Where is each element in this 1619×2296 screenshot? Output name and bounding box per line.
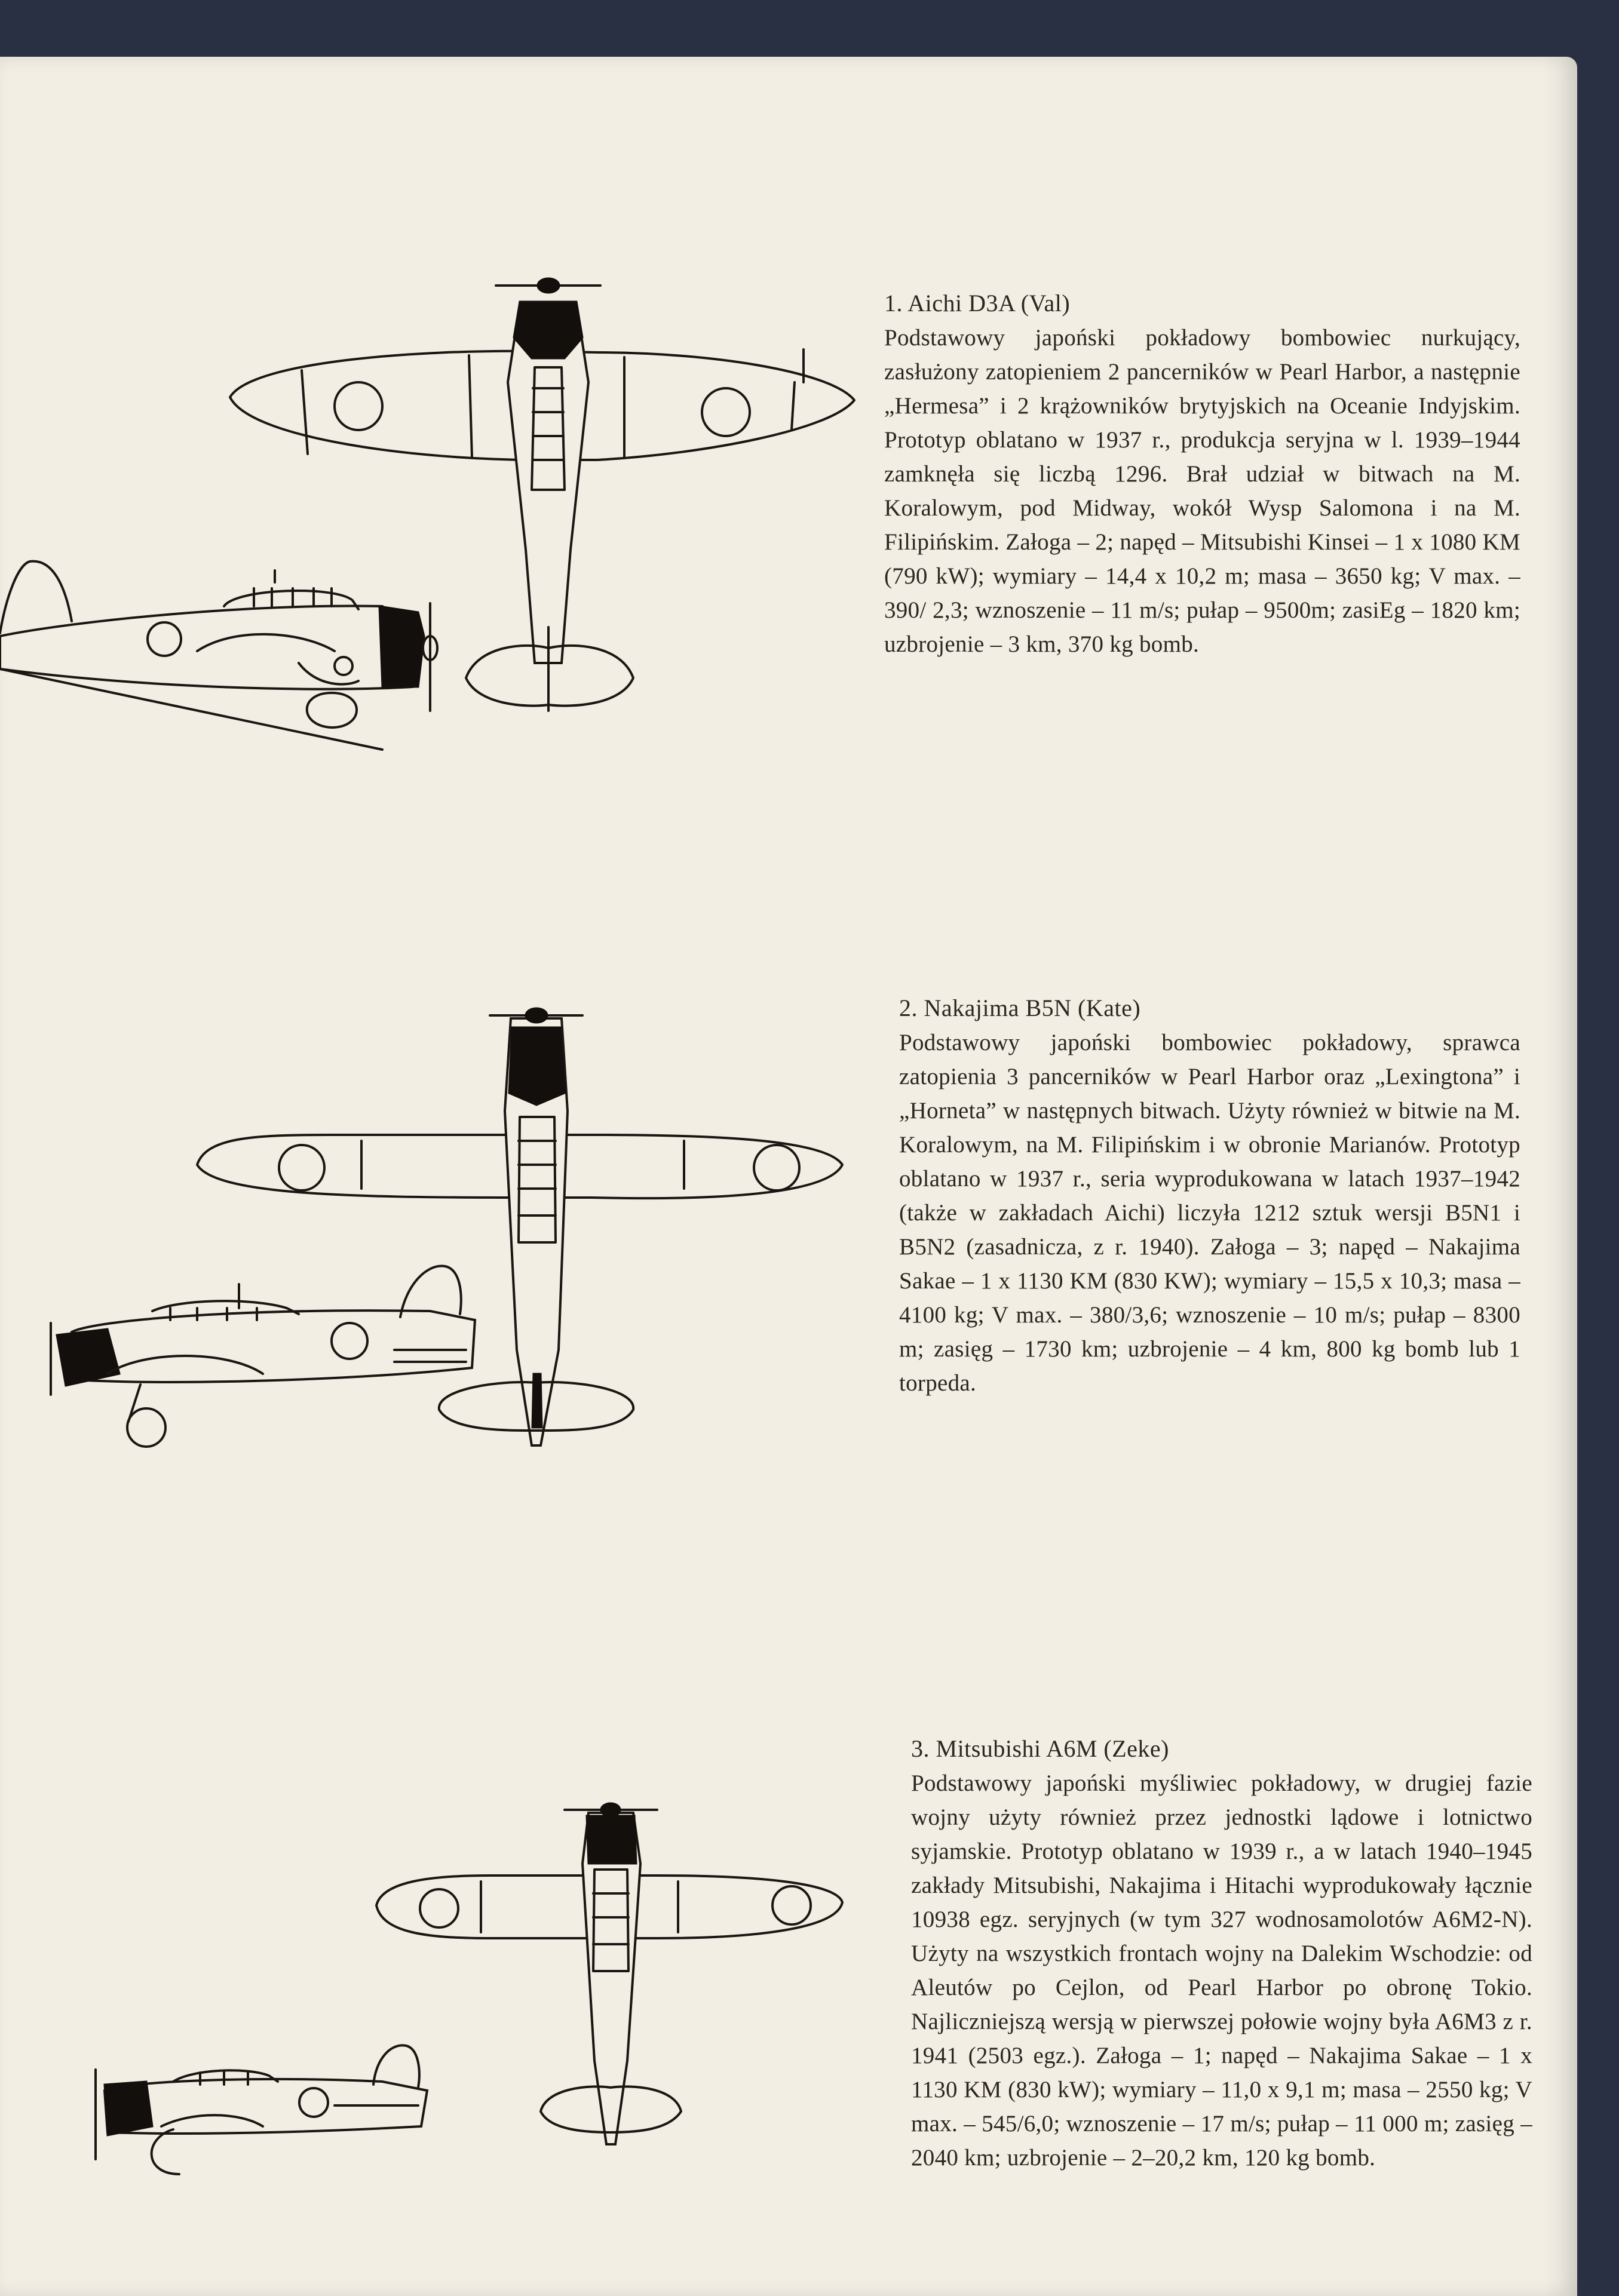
entry-title: 3. Mitsubishi A6M (Zeke) — [911, 1735, 1169, 1762]
b5n-side-view-illustration — [51, 1266, 475, 1447]
entry-a6m — [911, 1735, 1532, 2175]
entry-d3a — [884, 290, 1520, 661]
d3a-side-view-illustration — [0, 561, 437, 750]
entry-description: Podstawowy japoński pokładowy bombowiec nurkujący, zasłużony zatopieniem 2 pancerników w Pearl Harbor, a następnie „Hermesa” i 2 krążowników brytyjskich na Oceanie Indyjskim. Prototyp oblatano w 1937 r., produkcja seryjna w l. 1939–1944 zamknęła się liczbą 1296. Brał udział w bitwach na M. Koralowym, pod Midway, wokół Wysp Salomona i na M. Filipińskim. Załoga – 2; napęd – Mitsubishi Kinsei – 1 x 1080 KM (790 kW); wymiary – 14,4 x 10,2 m; masa – 3650 kg; V max. – 390/ 2,3; wznoszenie – 11 m/s; pułap – 9500m; zasiEg – 1820 km; uzbrojenie – 3 km, 370 kg bomb. — [884, 325, 1520, 657]
a6m-side-view-illustration — [96, 2045, 427, 2174]
entry-description: Podstawowy japoński bombowiec pokładowy, sprawca zatopienia 3 pancerników w Pearl Harbor oraz „Lexingtona” i „Horneta” w następnych bitwach. Użyty również w bitwie na M. Koralowym, na M. Filipińskim i w obronie Marianów. Prototyp oblatano w 1937 r., seria wyprodukowana w latach 1937–1942 (także w zakładach Aichi) liczyła 1212 sztuk wersji B5N1 i B5N2 (zasadnicza, z r. 1940). Załoga – 3; napęd – Nakajima Sakae – 1 x 1130 KM (830 KW); wymiary – 15,5 x 10,3; masa – 4100 kg; V max. – 380/3,6; wznoszenie – 10 m/s; pułap – 8300 m; zasięg – 1730 km; uzbrojenie – 4 km, 800 kg bomb lub 1 torpeda. — [899, 1030, 1520, 1396]
entry-b5n — [899, 994, 1520, 1400]
entry-title: 1. Aichi D3A (Val) — [884, 290, 1071, 317]
entry-title: 2. Nakajima B5N (Kate) — [899, 994, 1141, 1021]
a6m-top-view-illustration — [376, 1803, 842, 2144]
entry-description: Podstawowy japoński myśliwiec pokładowy, w drugiej fazie wojny użyty również przez jednostki lądowe i lotnictwo syjamskie. Prototyp oblatano w 1939 r., a w latach 1940–1945 zakłady Mitsubishi, Nakajima i Hitachi wyprodukowały łącznie 10938 egz. seryjnych (w tym 327 wodnosamolotów A6M2-N). Użyty na wszystkich frontach wojny na Dalekim Wschodzie: od Aleutów po Cejlon, od Pearl Harbor po obronę Tokio. Najliczniejszą wersją w pierwszej połowie wojny była A6M3 z r. 1941 (2503 egz.). Załoga – 1; napęd – Nakajima Sakae – 1 x 1130 KM (830 kW); wymiary – 11,0 x 9,1 m; masa – 2550 kg; V max. – 545/6,0; wznoszenie – 17 m/s; pułap – 11 000 m; zasięg – 2040 km; uzbrojenie – 2–20,2 km, 120 kg bomb. — [911, 1770, 1532, 2171]
